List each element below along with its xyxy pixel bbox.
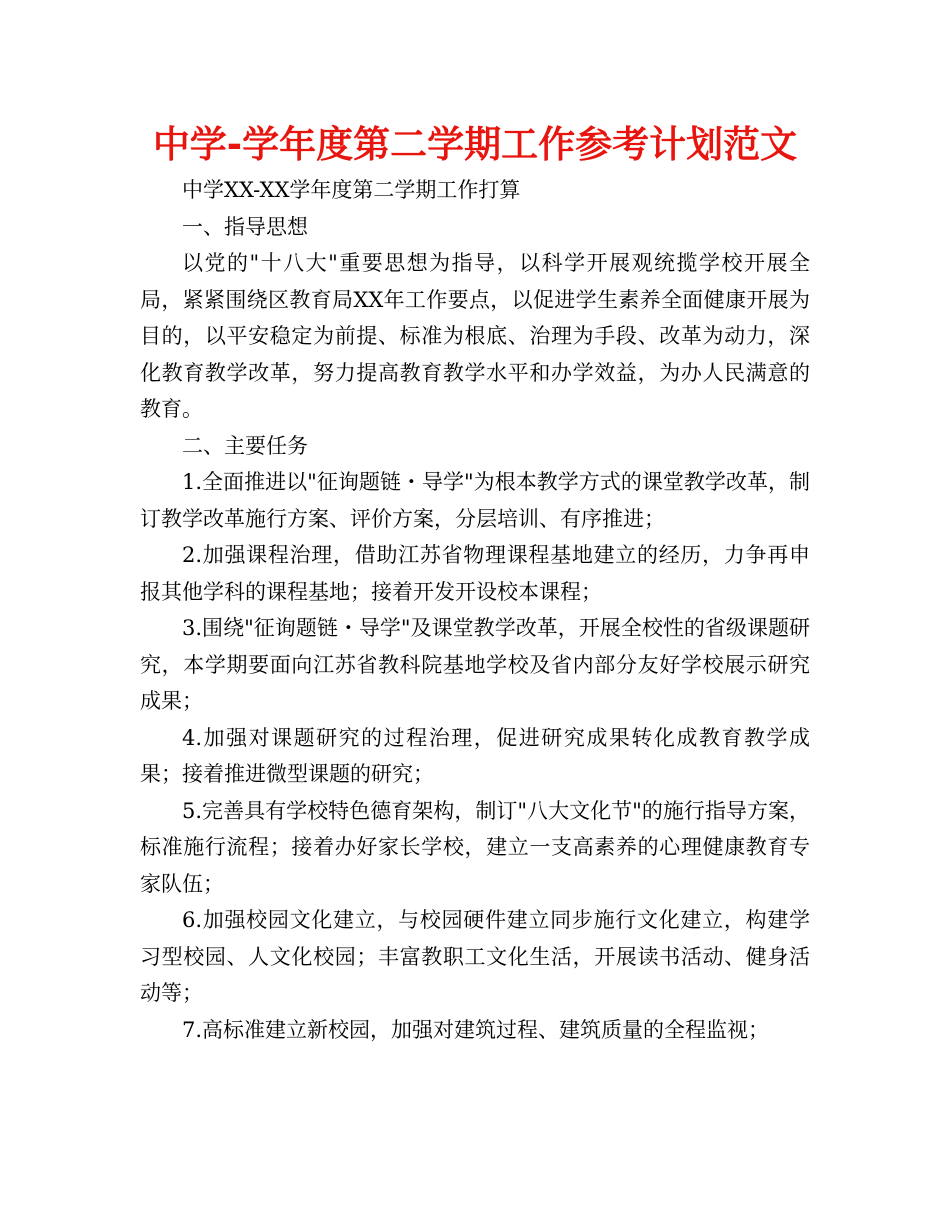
document-body: [140, 172, 810, 1048]
task-item: 1.全面推进以"征询题链・导学"为根本教学方式的课堂教学改革，制订教学改革施行方案、评价方案，分层培训、有序推进；: [140, 470, 810, 531]
task-item: 7.高标准建立新校园，加强对建筑过程、建筑质量的全程监视；: [182, 1017, 770, 1042]
task-item: 3.围绕"征询题链・导学"及课堂教学改革，开展全校性的省级课题研究，本学期要面向江苏省教科院基地学校及省内部分友好学校展示研究成果；: [140, 616, 810, 713]
task-item: 5.完善具有学校特色德育架构，制订"八大文化节"的施行指导方案，标准施行流程；接着办好家长学校，建立一支高素养的心理健康教育专家队伍；: [140, 798, 810, 896]
section-heading-guiding-thought: 一、指导思想: [182, 214, 308, 239]
task-item: 6.加强校园文化建立，与校园硬件建立同步施行文化建立，构建学习型校园、人文化校园；丰富教职工文化生活，开展读书活动、健身活动等；: [140, 908, 810, 1005]
document-subtitle: 中学XX-XX学年度第二学期工作打算: [182, 178, 521, 202]
task-item: 2.加强课程治理，借助江苏省物理课程基地建立的经历，力争再申报其他学科的课程基地；接着开发开设校本课程；: [140, 543, 810, 604]
section-heading-main-tasks: 二、主要任务: [182, 433, 308, 458]
task-item: 4.加强对课题研究的过程治理，促进研究成果转化成教育教学成果；接着推进微型课题的研究；: [140, 725, 810, 786]
document-title: 中学-学年度第二学期工作参考计划范文: [152, 123, 798, 166]
paragraph-guiding-thought: 以党的"十八大"重要思想为指导，以科学开展观统揽学校开展全局，紧紧围绕区教育局XX年工作要点，以促进学生素养全面健康开展为目的，以平安稳定为前提、标准为根底、治理为手段、改革为动力，深化教育教学改革，努力提高教育教学水平和办学效益，为办人民满意的教育。: [140, 251, 810, 421]
